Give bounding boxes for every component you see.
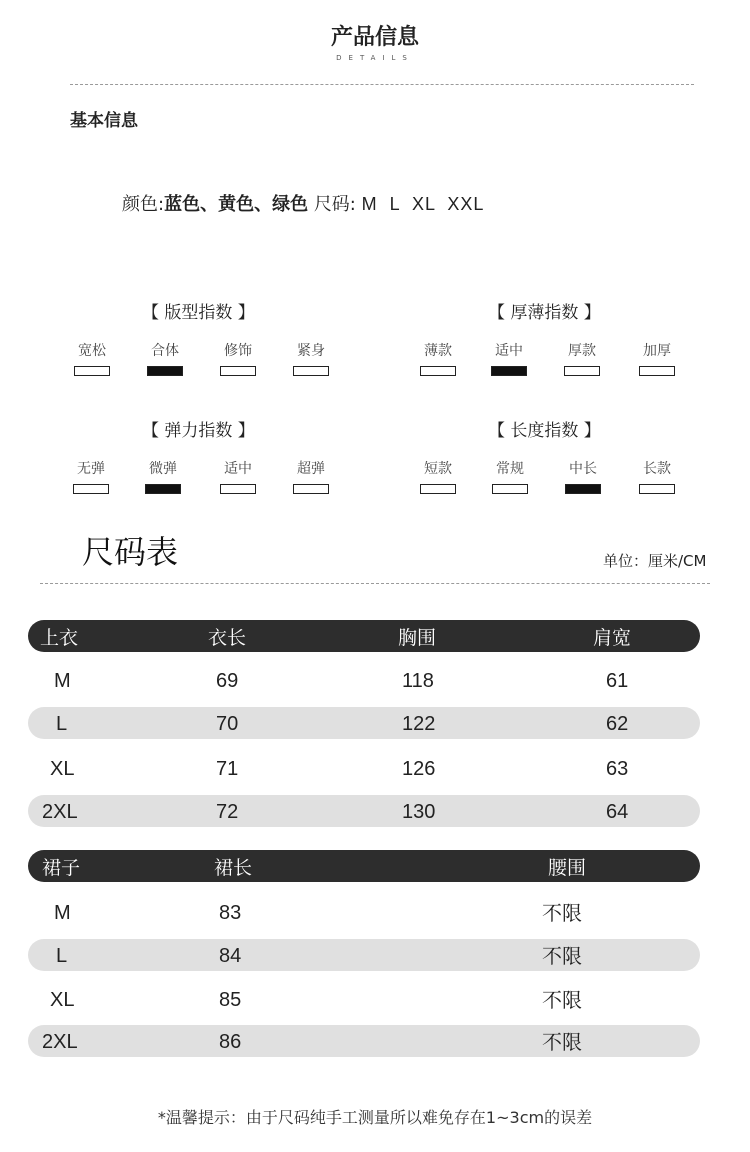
- color-label: 颜色:: [122, 194, 165, 215]
- section-title: 产品信息: [330, 25, 419, 50]
- spec-line: [122, 190, 484, 216]
- elasticity-option: 适中: [208, 460, 268, 494]
- thickness-option: 适中: [479, 342, 539, 376]
- unit-label: 单位：厘米/CM: [603, 552, 707, 570]
- fit-option: 宽松: [62, 342, 122, 376]
- table-row: XL 85 不限: [50, 988, 582, 1012]
- length-index-title: 【 长度指数 】: [488, 421, 601, 441]
- size-chart-title: 尺码表: [82, 533, 179, 571]
- divider: [40, 583, 710, 584]
- thickness-option: 厚款: [552, 342, 612, 376]
- header-cell: 裙子: [42, 857, 81, 879]
- top-table-header: [28, 620, 700, 652]
- length-option: 常规: [480, 460, 540, 494]
- color-values: 蓝色、黄色、绿色: [164, 194, 309, 215]
- table-row: XL 71 126 63: [50, 758, 629, 780]
- elasticity-option: 微弹: [133, 460, 193, 494]
- elasticity-index-title: 【 弹力指数 】: [142, 421, 255, 441]
- elasticity-option: 超弹: [281, 460, 341, 494]
- basic-info-title: 基本信息: [70, 111, 138, 131]
- size-label: 尺码:: [313, 194, 356, 215]
- thickness-option: 加厚: [627, 342, 687, 376]
- fit-option: 紧身: [281, 342, 341, 376]
- table-row: L 70 122 62: [28, 707, 700, 739]
- size-values: M L XL XXL: [361, 194, 485, 214]
- length-option: 长款: [627, 460, 687, 494]
- thickness-option: 薄款: [408, 342, 468, 376]
- length-option: 中长: [553, 460, 613, 494]
- footer-note: *温馨提示：由于尺码纯手工测量所以难免存在1~3cm的误差: [157, 1108, 593, 1127]
- elasticity-option: 无弹: [61, 460, 121, 494]
- table-row: 2XL 86 不限: [28, 1025, 700, 1057]
- skirt-table-header: [28, 850, 700, 882]
- header-cell: 裙长: [214, 857, 253, 879]
- table-row: M 83 不限: [54, 901, 582, 925]
- header-cell: 肩宽: [593, 627, 632, 649]
- fit-option: 合体: [135, 342, 195, 376]
- header-cell: 上衣: [40, 627, 79, 649]
- table-row: L 84 不限: [28, 939, 700, 971]
- table-row: M 69 118 61: [54, 670, 629, 692]
- fit-option: 修饰: [208, 342, 268, 376]
- table-row: 2XL 72 130 64: [28, 795, 700, 827]
- length-option: 短款: [408, 460, 468, 494]
- header-cell: 腰围: [548, 857, 587, 879]
- divider: [70, 84, 694, 85]
- fit-index-title: 【 版型指数 】: [142, 303, 255, 323]
- header-cell: 胸围: [398, 627, 437, 649]
- thickness-index-title: 【 厚薄指数 】: [488, 303, 601, 323]
- header-cell: 衣长: [208, 627, 247, 649]
- section-subtitle: DETAILS: [336, 54, 414, 62]
